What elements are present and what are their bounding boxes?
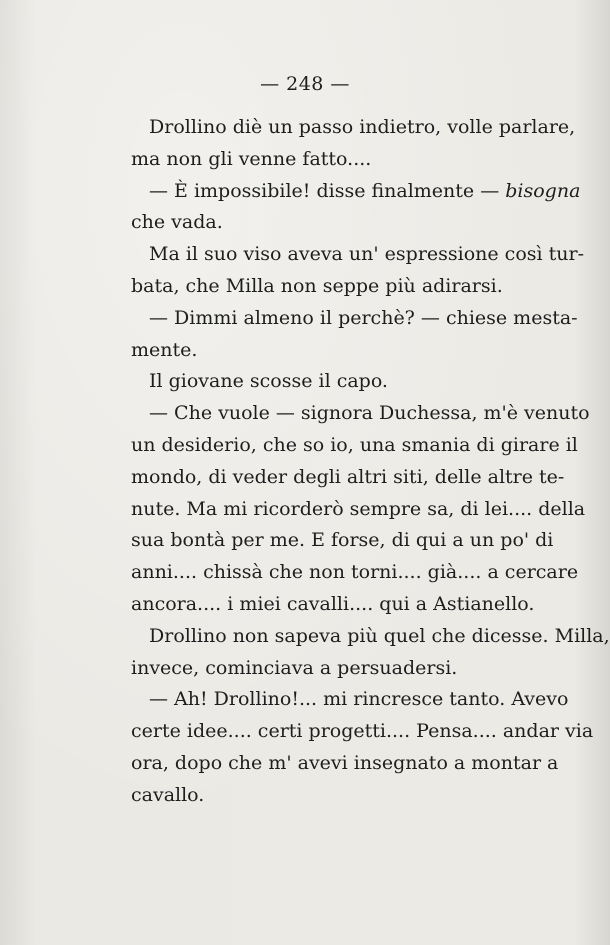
text-line (131, 780, 543, 812)
text-line-content: ora, dopo che m' avevi insegnato a montar a (131, 751, 559, 774)
text-line-content: che vada. (131, 211, 223, 234)
text-line-content: ma non gli venne fatto.... (131, 147, 372, 170)
text-line (131, 716, 594, 748)
text-line (131, 621, 610, 653)
text-line-content: invece, cominciava a persuadersi. (131, 656, 458, 679)
text-line-content: nute. Ma mi ricorderò sempre sa, di lei.... della (131, 497, 586, 520)
text-line-content: Drollino non sapeva più quel che dicesse. Milla, (149, 624, 610, 647)
text-line-content: un desiderio, che so io, una smania di girare il (131, 433, 578, 456)
text-line-content: mondo, di veder degli altri siti, delle altre te- (131, 465, 565, 488)
text-line-content: — Dimmi almeno il perchè? — chiese mesta- (149, 306, 578, 329)
text-line (131, 462, 565, 494)
text-line-content: Drollino diè un passo indietro, volle parlare, (149, 116, 576, 138)
text-line-content: certe idee.... certi progetti.... Pensa.... andar via (131, 720, 594, 743)
text-line (131, 494, 586, 526)
text-line (131, 207, 543, 239)
text-line (131, 271, 543, 303)
text-line (131, 303, 578, 335)
text-line-content: ancora.... i miei cavalli.... qui a Astianello. (131, 592, 535, 615)
text-line (131, 239, 585, 271)
text-line (131, 430, 578, 462)
text-line (131, 112, 576, 144)
text-line (131, 366, 543, 398)
text-line-content: bata, che Milla non seppe più adirarsi. (131, 274, 503, 297)
text-line-content: mente. (131, 338, 198, 361)
text-line-content: — Che vuole — signora Duchessa, m'è venuto (149, 402, 590, 425)
text-line-content: — È impossibile! disse finalmente — (149, 179, 500, 202)
text-line-content: sua bontà per me. E forse, di qui a un po' di (131, 529, 554, 552)
text-line (131, 748, 559, 780)
text-line-content: cavallo. (131, 783, 205, 806)
body-text (131, 112, 610, 812)
text-line (131, 398, 590, 430)
text-line-content: Ma il suo viso aveva un' espressione così tur- (149, 243, 585, 266)
page-number-header: — 248 — (260, 73, 350, 95)
text-line (131, 557, 579, 589)
text-line (131, 144, 543, 176)
text-line-content: — Ah! Drollino!... mi rincresce tanto. Avevo (149, 688, 569, 711)
text-line (131, 525, 554, 557)
text-line-content: anni.... chissà che non torni.... già.... a cercare (131, 561, 579, 584)
text-line (131, 684, 569, 716)
text-line (131, 589, 543, 621)
text-line (131, 176, 581, 208)
text-line (131, 653, 543, 685)
text-line-content: Il giovane scosse il capo. (149, 370, 388, 393)
italic-word: bisogna (499, 179, 581, 202)
text-line (131, 335, 543, 367)
